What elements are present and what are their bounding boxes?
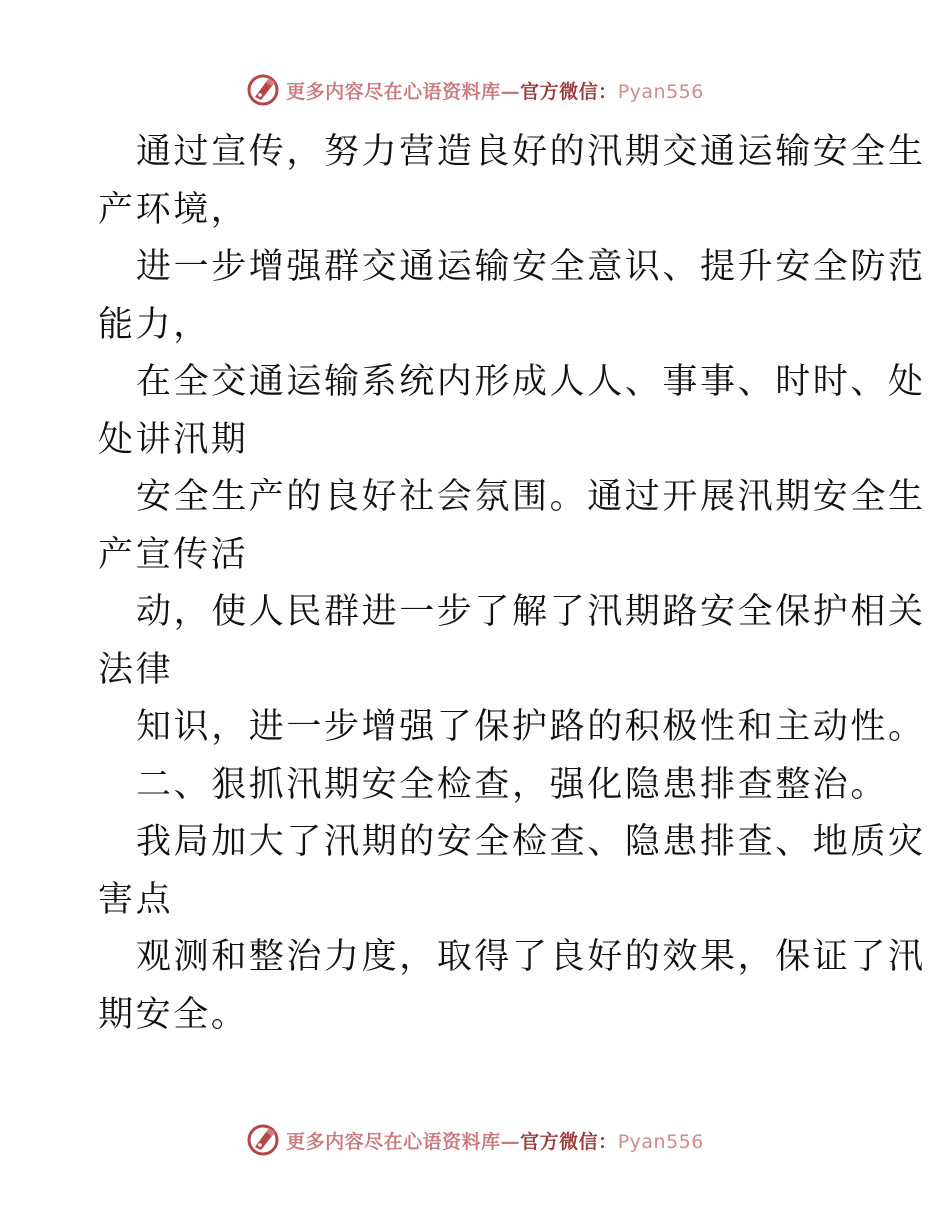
text-line: 观测和整治力度，取得了良好的效果，保证了汛 (136, 937, 926, 977)
pen-nib-logo-icon (246, 1123, 280, 1157)
banner-wechat-label: 官方微信： (520, 1130, 618, 1153)
text-line: 处讲汛期 (98, 419, 249, 460)
header-banner (0, 70, 950, 110)
banner-wechat-id: Pyan556 (617, 80, 704, 103)
document-body (98, 124, 926, 1044)
text-line: 期安全。 (98, 994, 249, 1035)
text-line: 二、狠抓汛期安全检查，强化隐患排查整治。 (136, 764, 889, 805)
text-line: 能力， (98, 304, 211, 345)
text-line: 产环境， (98, 189, 249, 230)
pen-nib-logo-icon (246, 73, 280, 107)
text-line: 动，使人民群进一步了解了汛期路安全保护相关 (136, 592, 926, 632)
text-line: 产宣传活 (98, 534, 249, 575)
banner-main-text: 更多内容尽在心语资料库 (286, 1130, 501, 1153)
text-line: 害点 (98, 879, 174, 920)
banner-wechat-label: 官方微信： (520, 80, 618, 103)
text-line: 在全交通运输系统内形成人人、事事、时时、处 (136, 362, 926, 402)
text-line: 法律 (98, 649, 174, 690)
text-line: 进一步增强群交通运输安全意识、提升安全防范 (136, 247, 926, 287)
text-line: 通过宣传，努力营造良好的汛期交通运输安全生 (136, 132, 926, 172)
banner-dash: — (500, 1130, 521, 1153)
banner-dash: — (500, 80, 521, 103)
footer-banner (0, 1120, 950, 1160)
text-line: 我局加大了汛期的安全检查、隐患排查、地质灾 (136, 822, 926, 862)
banner-wechat-id: Pyan556 (617, 1130, 704, 1153)
text-line: 知识，进一步增强了保护路的积极性和主动性。 (136, 707, 926, 747)
banner-main-text: 更多内容尽在心语资料库 (286, 80, 501, 103)
text-line: 安全生产的良好社会氛围。通过开展汛期安全生 (136, 477, 926, 517)
